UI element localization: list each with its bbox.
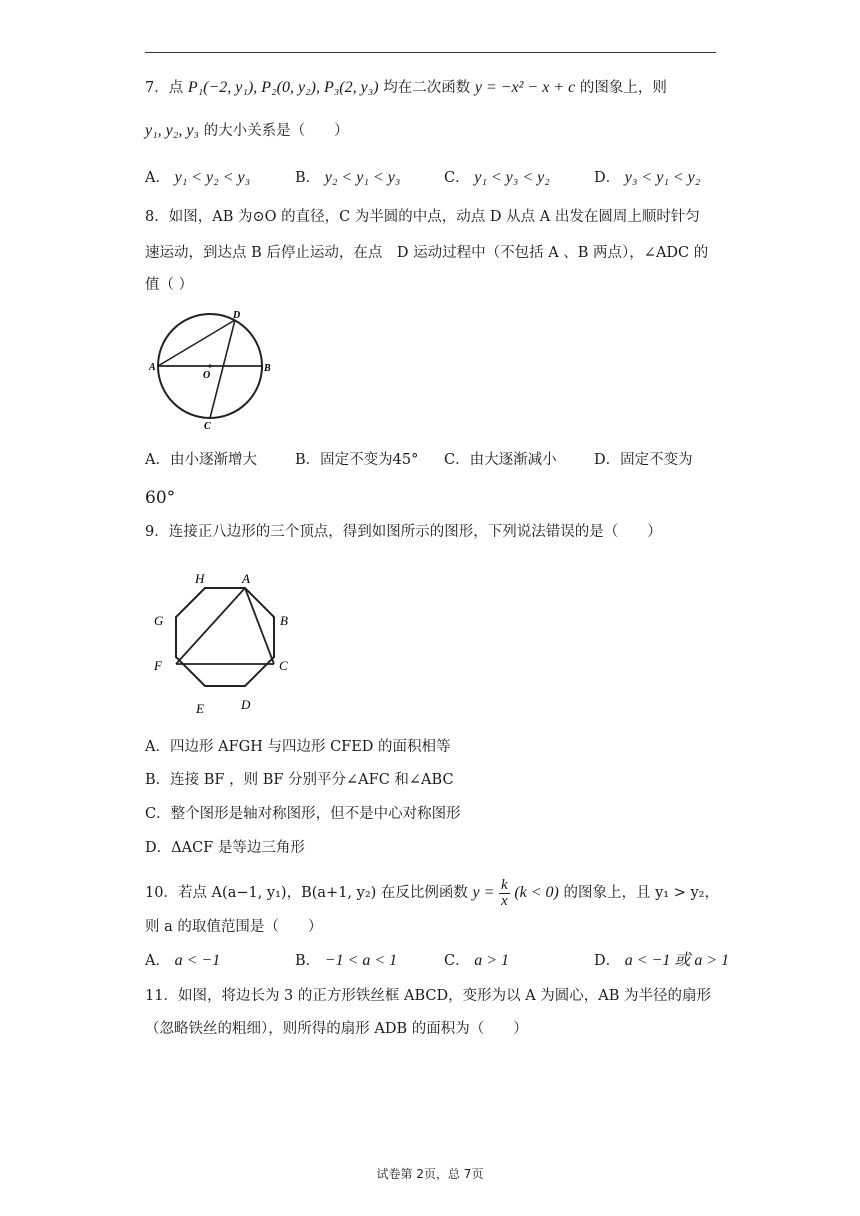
label-a: A bbox=[242, 571, 250, 586]
label-f: F bbox=[154, 658, 162, 673]
option-label: C． bbox=[444, 452, 470, 468]
q8-option-a bbox=[145, 450, 257, 470]
option-text: a < −1 bbox=[174, 952, 221, 969]
option-label: A． bbox=[145, 170, 170, 186]
octagon-figure bbox=[150, 568, 300, 718]
option-label: C． bbox=[444, 170, 470, 186]
q10-fraction bbox=[499, 878, 510, 909]
option-label: A． bbox=[145, 953, 170, 969]
q8-option-b bbox=[295, 450, 418, 470]
q8-line3: 值（ ） bbox=[145, 277, 194, 293]
q10-condition: (k < 0) bbox=[514, 884, 559, 901]
q7-line2 bbox=[145, 121, 349, 141]
q8-option-c bbox=[444, 450, 557, 470]
option-label: B． bbox=[295, 170, 321, 186]
q10-option-d bbox=[594, 951, 729, 971]
option-text: ΔACF 是等边三角形 bbox=[171, 840, 305, 856]
option-text: a < −1 或 a > 1 bbox=[624, 952, 730, 969]
q7-option-c bbox=[444, 168, 550, 188]
option-text: y₁ < y₃ < y₂ bbox=[474, 169, 550, 186]
option-label: C． bbox=[145, 806, 171, 822]
q10-line2: 则 a 的取值范围是（ ） bbox=[145, 919, 323, 935]
q10-prefix: 10．若点 A(a−1, y₁)，B(a+1, y₂) 在反比例函数 bbox=[145, 885, 468, 901]
option-label: B． bbox=[145, 772, 171, 788]
q8-option-d bbox=[594, 450, 693, 470]
q9-option-d bbox=[145, 838, 305, 858]
option-text: y₁ < y₂ < y₃ bbox=[174, 169, 251, 186]
q9-option-b bbox=[145, 770, 454, 790]
q7-mid-text: 均在二次函数 bbox=[383, 80, 471, 96]
q7-vars: y₁, y₂, y₃ bbox=[145, 122, 199, 139]
q8-line1: 8．如图，AB 为⊙O 的直径，C 为半圆的中点，动点 D 从点 A 出发在圆周上顺时针匀 bbox=[145, 209, 700, 225]
q7-line1 bbox=[145, 78, 667, 98]
option-text: 整个图形是轴对称图形，但不是中心对称图形 bbox=[170, 806, 461, 822]
option-text: −1 < a < 1 bbox=[324, 952, 398, 969]
option-text: 固定不变为45° bbox=[320, 452, 419, 468]
q10-func-lhs: y = bbox=[472, 884, 495, 901]
q11-line1: 11．如图，将边长为 3 的正方形铁丝框 ABCD，变形为以 A 为圆心，AB 为半径的扇形 bbox=[145, 988, 712, 1004]
q9-option-a bbox=[145, 737, 451, 757]
label-c: C bbox=[204, 421, 211, 432]
q9-option-c bbox=[145, 804, 461, 824]
q7-number: 7．点 bbox=[145, 80, 184, 96]
label-a: A bbox=[149, 362, 156, 373]
segment-ac bbox=[245, 588, 274, 664]
option-label: A． bbox=[145, 452, 170, 468]
q10-suffix: 的图象上，且 y₁ > y₂， bbox=[563, 885, 719, 901]
option-label: B． bbox=[295, 452, 321, 468]
q10-option-a bbox=[145, 951, 220, 971]
option-text: a > 1 bbox=[474, 952, 510, 969]
q11-line2: （忽略铁丝的粗细），则所得的扇形 ADB 的面积为（ ） bbox=[145, 1021, 528, 1037]
label-e: E bbox=[196, 701, 204, 716]
q10-option-c bbox=[444, 951, 509, 971]
label-h: H bbox=[195, 571, 205, 586]
option-text: 由小逐渐增大 bbox=[169, 452, 257, 468]
q7-line2-text: 的大小关系是（ ） bbox=[203, 123, 349, 139]
q7-option-b bbox=[295, 168, 400, 188]
option-label: D． bbox=[145, 840, 172, 856]
q7-points: P₁(−2, y₁), P₂(0, y₂), P₃(2, y₃) bbox=[187, 79, 379, 96]
circle-figure bbox=[148, 308, 278, 432]
label-o: O bbox=[203, 370, 211, 381]
option-text: 四边形 AFGH 与四边形 CFED 的面积相等 bbox=[169, 739, 451, 755]
option-label: B． bbox=[295, 953, 321, 969]
option-text: 由大逐渐减小 bbox=[469, 452, 557, 468]
q10-line1 bbox=[145, 876, 719, 910]
fraction-denominator: x bbox=[501, 892, 508, 909]
option-text: 固定不变为 bbox=[620, 452, 693, 468]
option-label: D． bbox=[594, 953, 621, 969]
option-text: y₂ < y₁ < y₃ bbox=[324, 169, 401, 186]
label-d: D bbox=[233, 310, 241, 321]
chord-ad bbox=[158, 320, 235, 366]
option-label: C． bbox=[444, 953, 470, 969]
label-c: C bbox=[279, 658, 288, 673]
option-text: y₃ < y₁ < y₂ bbox=[624, 169, 701, 186]
regular-octagon bbox=[176, 588, 274, 686]
label-b: B bbox=[280, 613, 288, 628]
page-footer: 试卷第 2页，总 7页 bbox=[376, 1167, 484, 1181]
q7-suffix: 的图象上，则 bbox=[579, 80, 667, 96]
q10-option-b bbox=[295, 951, 397, 971]
segment-af bbox=[176, 588, 245, 664]
q8-line2: 速运动，到达点 B 后停止运动，在点 D 运动过程中（不包括 A 、B 两点），∠ADC 的 bbox=[145, 245, 709, 261]
q8-option-d-continuation: 60° bbox=[145, 488, 176, 508]
q7-option-d bbox=[594, 168, 700, 188]
fraction-numerator: k bbox=[501, 876, 508, 893]
header-rule bbox=[145, 52, 716, 53]
option-label: A． bbox=[145, 739, 170, 755]
label-b: B bbox=[264, 363, 271, 374]
option-text: 连接 BF ，则 BF 分别平分∠AFC 和∠ABC bbox=[170, 772, 454, 788]
q9-line1: 9．连接正八边形的三个顶点，得到如图所示的图形，下列说法错误的是（ ） bbox=[145, 524, 662, 540]
option-label: D． bbox=[594, 170, 621, 186]
q7-function: y = −x² − x + c bbox=[474, 79, 576, 96]
label-d: D bbox=[241, 697, 251, 712]
label-g: G bbox=[154, 613, 164, 628]
center-point bbox=[208, 364, 211, 367]
q7-option-a bbox=[145, 168, 250, 188]
option-label: D． bbox=[594, 452, 621, 468]
chord-dc bbox=[210, 320, 235, 418]
